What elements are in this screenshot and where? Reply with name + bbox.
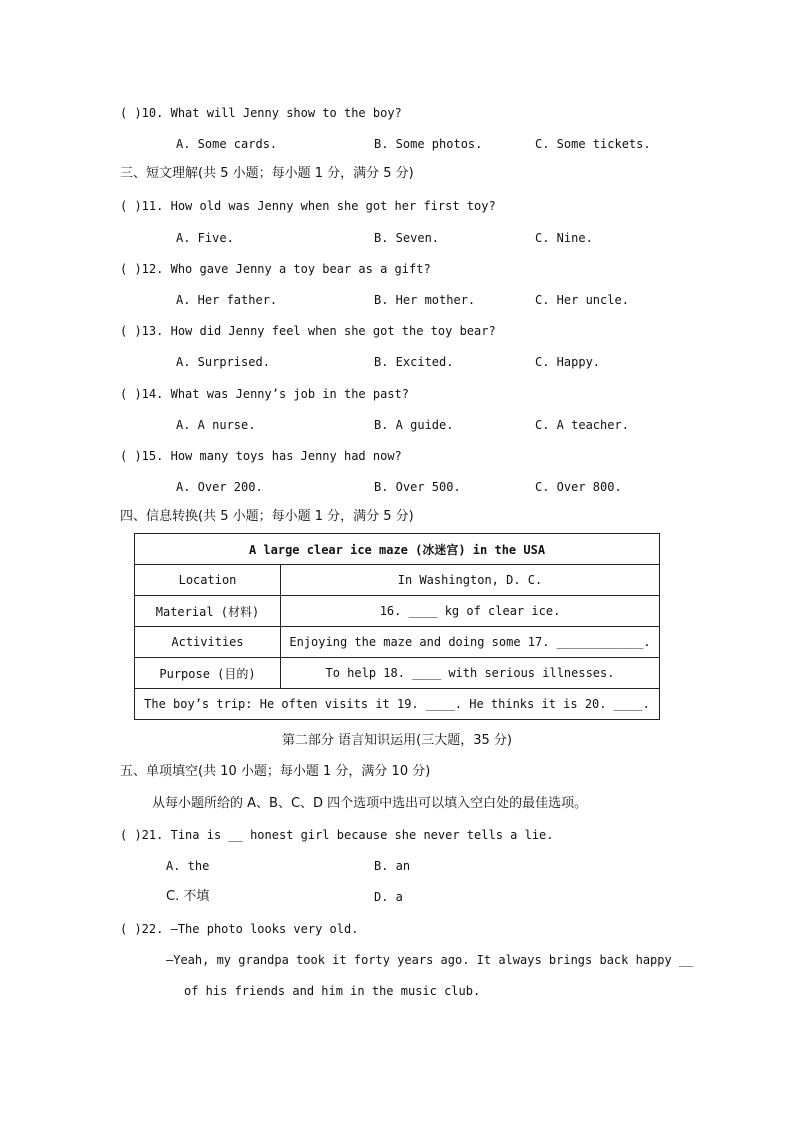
question-14 — [120, 386, 409, 402]
option-b: B. Seven. — [374, 231, 440, 245]
option-d: D. a — [374, 890, 403, 904]
table-row — [135, 658, 660, 689]
option-c: C. Some tickets. — [535, 137, 651, 151]
question-22-line-2: —Yeah, my grandpa took it forty years ago. It always brings back happy __ — [166, 953, 694, 967]
question-12 — [120, 261, 431, 277]
option-c: C. Nine. — [535, 231, 593, 245]
option-b: B. Over 500. — [374, 480, 461, 494]
section-5-instructions: 从每小题所给的 A、B、C、D 四个选项中选出可以填入空白处的最佳选项。 — [152, 796, 588, 811]
option-a: A. the — [166, 859, 210, 873]
question-13 — [120, 323, 496, 339]
section-3-heading: 三、短文理解(共 5 小题；每小题 1 分，满分 5 分) — [120, 166, 414, 181]
question-11 — [120, 198, 496, 214]
table-value: In Washington, D. C. — [281, 565, 660, 596]
section-4-heading: 四、信息转换(共 5 小题；每小题 1 分，满分 5 分) — [120, 509, 414, 524]
option-b: B. Some photos. — [374, 137, 483, 151]
question-text: How many toys has Jenny had now? — [170, 449, 402, 463]
question-number: ( )11. — [120, 199, 164, 213]
question-15 — [120, 448, 402, 464]
table-title-row — [135, 534, 660, 565]
question-number: ( )21. — [120, 828, 164, 842]
question-text: How did Jenny feel when she got the toy bear? — [170, 324, 496, 338]
option-a: A. A nurse. — [176, 418, 256, 432]
question-22-line-3: of his friends and him in the music club. — [184, 984, 481, 998]
table-footer: The boy’s trip: He often visits it 19. ____. He thinks it is 20. ____. — [135, 689, 660, 720]
question-10 — [120, 105, 402, 121]
option-a: A. Her father. — [176, 293, 278, 307]
table-value: To help 18. ____ with serious illnesses. — [281, 658, 660, 689]
question-21 — [120, 827, 554, 843]
option-a: A. Five. — [176, 231, 234, 245]
option-c: C. Happy. — [535, 355, 601, 369]
option-b: B. Excited. — [374, 355, 454, 369]
option-b: B. A guide. — [374, 418, 454, 432]
question-22 — [120, 921, 358, 937]
question-text: What will Jenny show to the boy? — [170, 106, 402, 120]
table-key: Material (材料) — [135, 596, 281, 627]
option-a: A. Surprised. — [176, 355, 270, 369]
option-c: C. Her uncle. — [535, 293, 629, 307]
question-text: What was Jenny’s job in the past? — [170, 387, 410, 401]
question-text: Tina is __ honest girl because she never tells a lie. — [170, 828, 554, 842]
table-key: Location — [135, 565, 281, 596]
table-key: Activities — [135, 627, 281, 658]
option-a: A. Some cards. — [176, 137, 278, 151]
option-c: C. Over 800. — [535, 480, 622, 494]
table-value: 16. ____ kg of clear ice. — [281, 596, 660, 627]
question-number: ( )12. — [120, 262, 164, 276]
option-b: B. Her mother. — [374, 293, 476, 307]
table-value: Enjoying the maze and doing some 17. ____________. — [281, 627, 660, 658]
question-number: ( )10. — [120, 106, 164, 120]
question-number: ( )22. — [120, 922, 164, 936]
table-title: A large clear ice maze (冰迷宫) in the USA — [135, 534, 660, 565]
table-row — [135, 596, 660, 627]
info-table — [134, 533, 660, 720]
table-row — [135, 565, 660, 596]
section-5-heading: 五、单项填空(共 10 小题；每小题 1 分，满分 10 分) — [120, 764, 431, 779]
option-c: C. A teacher. — [535, 418, 629, 432]
option-b: B. an — [374, 859, 411, 873]
part-2-heading: 第二部分 语言知识运用(三大题，35 分) — [282, 733, 512, 748]
table-key: Purpose (目的) — [135, 658, 281, 689]
option-a: A. Over 200. — [176, 480, 263, 494]
question-number: ( )15. — [120, 449, 164, 463]
question-number: ( )14. — [120, 387, 164, 401]
question-text: How old was Jenny when she got her first toy? — [170, 199, 496, 213]
question-text: —The photo looks very old. — [170, 922, 359, 936]
question-number: ( )13. — [120, 324, 164, 338]
table-footer-row — [135, 689, 660, 720]
question-text: Who gave Jenny a toy bear as a gift? — [170, 262, 431, 276]
table-row — [135, 627, 660, 658]
option-c: C. 不填 — [166, 889, 210, 904]
